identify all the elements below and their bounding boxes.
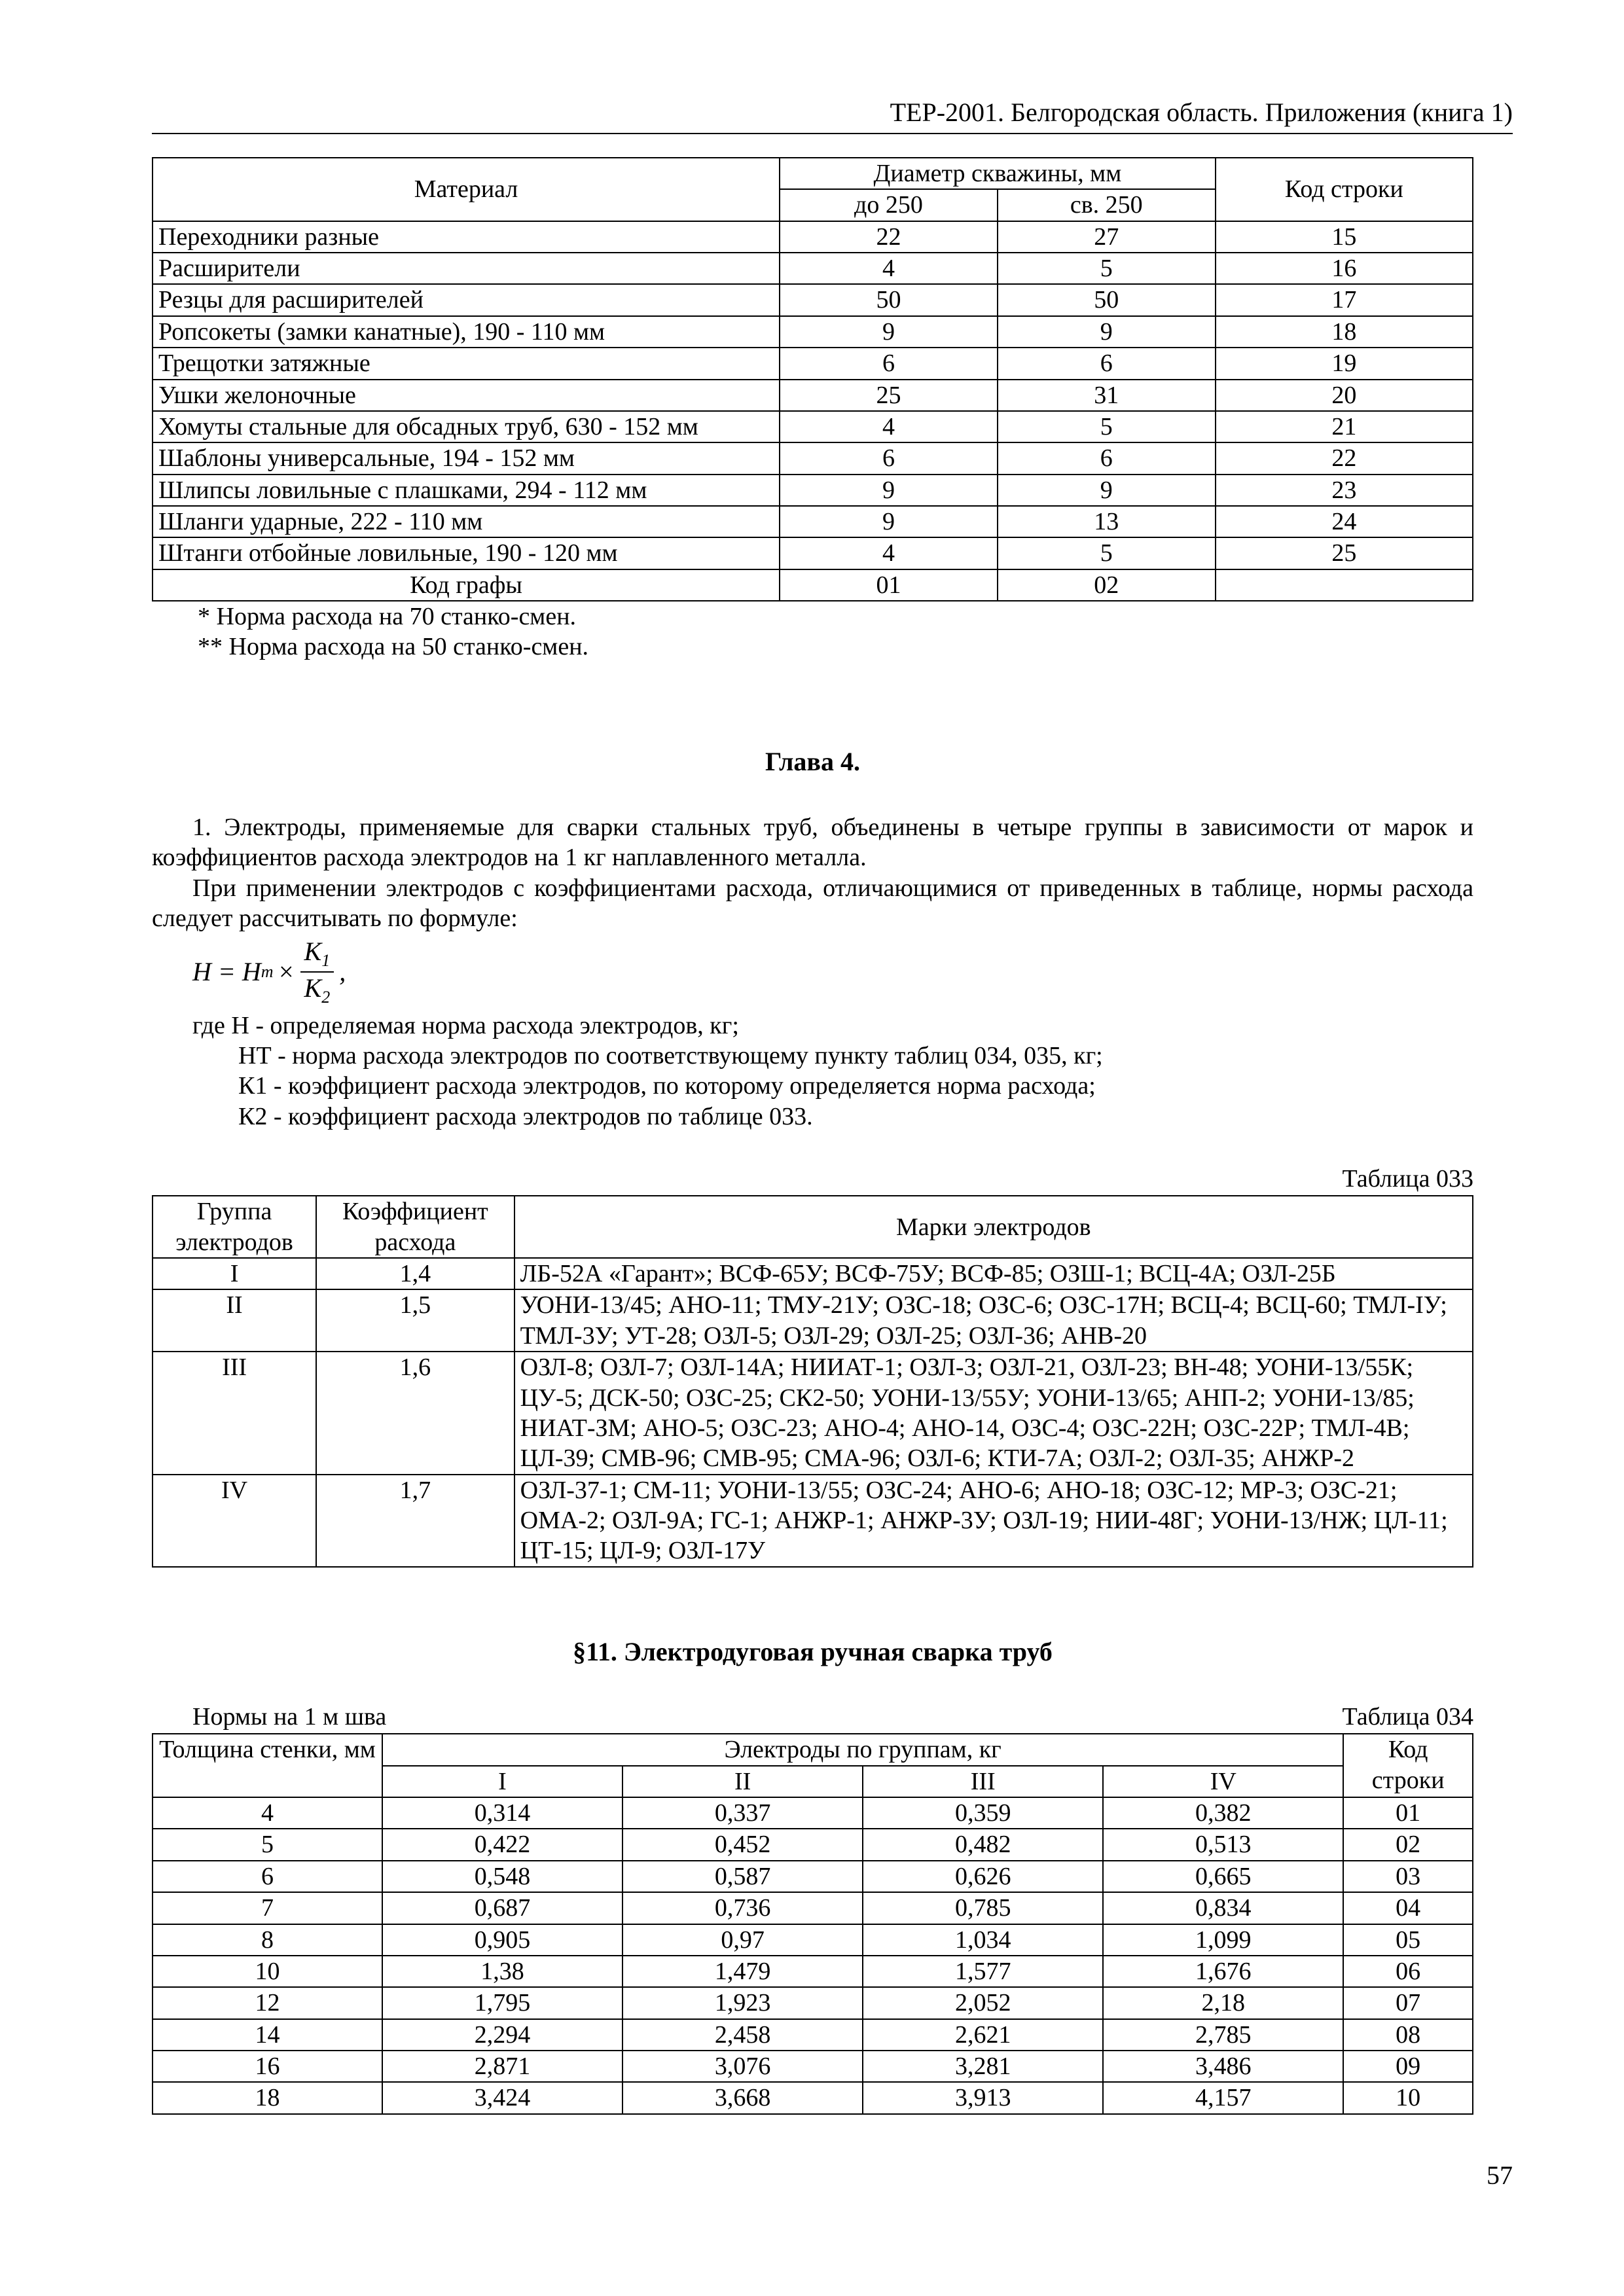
table-cell: 0,382 xyxy=(1103,1797,1343,1829)
footer-label: Код графы xyxy=(153,569,780,601)
table-row xyxy=(153,1956,1473,1987)
table-cell: 06 xyxy=(1343,1956,1473,1987)
footnote-2: ** Норма расхода на 50 станко-смен. xyxy=(198,633,589,661)
numerator-k: K xyxy=(304,937,322,967)
table-cell: 07 xyxy=(1343,1987,1473,2018)
table-cell: 1,795 xyxy=(382,1987,623,2018)
table-034-caption-left: Нормы на 1 м шва xyxy=(192,1703,387,1731)
table-cell: 04 xyxy=(1343,1892,1473,1924)
table-row xyxy=(153,411,1473,442)
table-cell: 19 xyxy=(1216,348,1473,379)
table-cell: Шаблоны универсальные, 194 - 152 мм xyxy=(153,442,780,474)
table-cell: Шланги ударные, 222 - 110 мм xyxy=(153,506,780,537)
chapter-4 xyxy=(152,746,1473,1132)
table-cell: 1,7 xyxy=(316,1475,514,1567)
table-row xyxy=(153,1352,1473,1474)
table-cell: 0,785 xyxy=(863,1892,1103,1924)
table-cell: 50 xyxy=(780,284,998,315)
table-cell: 8 xyxy=(153,1924,382,1956)
table-cell: 0,834 xyxy=(1103,1892,1343,1924)
header-thickness: Толщина стенки, мм xyxy=(153,1734,382,1797)
table-cell: 24 xyxy=(1216,506,1473,537)
table-cell: 25 xyxy=(1216,537,1473,569)
denominator-sub: 2 xyxy=(321,987,331,1007)
table-cell: 2,458 xyxy=(623,2019,863,2051)
table-cell: 50 xyxy=(998,284,1216,315)
table-row xyxy=(153,348,1473,379)
table-row xyxy=(153,1861,1473,1892)
table-cell: 1,5 xyxy=(316,1289,514,1352)
section-11 xyxy=(152,1636,1473,1668)
header-group-iii: III xyxy=(863,1766,1103,1797)
table-cell: 23 xyxy=(1216,475,1473,506)
table-cell: 1,38 xyxy=(382,1956,623,1987)
table-cell: 9 xyxy=(998,475,1216,506)
header-group-iv: IV xyxy=(1103,1766,1343,1797)
table-cell: 4 xyxy=(780,537,998,569)
formula-numerator xyxy=(300,936,334,973)
table-row xyxy=(153,1892,1473,1924)
table-cell: 22 xyxy=(780,221,998,253)
paragraph-2: При применении электродов с коэффициентами расхода, отличающимися от приведенных в таблице, нормы расхода следует рассчитывать по формуле: xyxy=(152,874,1473,932)
header-diameter: Диаметр скважины, мм xyxy=(780,158,1216,189)
table-cell: 17 xyxy=(1216,284,1473,315)
table-034-caption-right: Таблица 034 xyxy=(1342,1703,1473,1731)
formula-comma: , xyxy=(339,956,346,986)
formula xyxy=(152,936,1473,1007)
formula-fraction xyxy=(300,936,334,1007)
definition-k1: К1 - коэффициент расхода электродов, по которому определяется норма расхода; xyxy=(238,1072,1096,1100)
table-034 xyxy=(152,1733,1473,2114)
table-row xyxy=(153,2082,1473,2113)
table-cell: 12 xyxy=(153,1987,382,2018)
table-cell: 2,18 xyxy=(1103,1987,1343,2018)
table-cell: Переходники разные xyxy=(153,221,780,253)
table-cell: 18 xyxy=(153,2082,382,2113)
table-cell: Хомуты стальные для обсадных труб, 630 - 152 мм xyxy=(153,411,780,442)
table-row xyxy=(153,1924,1473,1956)
page-number: 57 xyxy=(1487,2161,1513,2190)
table-cell: 3,668 xyxy=(623,2082,863,2113)
table-cell: 05 xyxy=(1343,1924,1473,1956)
table-cell: 0,736 xyxy=(623,1892,863,1924)
table-cell: I xyxy=(153,1258,316,1289)
table-cell: Штанги отбойные ловильные, 190 - 120 мм xyxy=(153,537,780,569)
table-cell: 3,913 xyxy=(863,2082,1103,2113)
header-coefficient: Коэффициент расхода xyxy=(316,1196,514,1258)
denominator-k: K xyxy=(304,973,322,1003)
table-cell: 0,513 xyxy=(1103,1829,1343,1860)
table-cell: 4,157 xyxy=(1103,2082,1343,2113)
table-cell: 0,337 xyxy=(623,1797,863,1829)
table-row xyxy=(153,442,1473,474)
table-row xyxy=(153,1289,1473,1352)
table-cell: 3,281 xyxy=(863,2051,1103,2082)
table-cell: 4 xyxy=(153,1797,382,1829)
header-up-to-250: до 250 xyxy=(780,189,998,221)
table-cell: 3,486 xyxy=(1103,2051,1343,2082)
table-cell: 0,548 xyxy=(382,1861,623,1892)
footer-col1: 01 xyxy=(780,569,998,601)
table-cell: 0,314 xyxy=(382,1797,623,1829)
table-cell: 0,422 xyxy=(382,1829,623,1860)
table-cell: 9 xyxy=(780,316,998,348)
footnote-1: * Норма расхода на 70 станко-смен. xyxy=(198,603,577,631)
table-cell: 5 xyxy=(153,1829,382,1860)
table-cell: 03 xyxy=(1343,1861,1473,1892)
table-cell: 16 xyxy=(1216,253,1473,284)
table-cell: 5 xyxy=(998,411,1216,442)
header-over-250: св. 250 xyxy=(998,189,1216,221)
table-cell: III xyxy=(153,1352,316,1474)
table-cell: 9 xyxy=(780,506,998,537)
footer-empty xyxy=(1216,569,1473,601)
paragraph-1: 1. Электроды, применяемые для сварки стальных труб, объединены в четыре группы в зависимости от марок и коэффициентов расхода электродов на 1 кг наплавленного металла. xyxy=(152,813,1473,872)
table-row xyxy=(153,284,1473,315)
table-cell: 01 xyxy=(1343,1797,1473,1829)
header-group: Группа электродов xyxy=(153,1196,316,1258)
table-033-block xyxy=(152,1164,1473,1568)
table-cell: 10 xyxy=(153,1956,382,1987)
header-row-code: Код строки xyxy=(1343,1734,1473,1797)
table-cell: 2,052 xyxy=(863,1987,1103,2018)
table-cell: Расширители xyxy=(153,253,780,284)
table-cell: 1,6 xyxy=(316,1352,514,1474)
table-cell: 0,687 xyxy=(382,1892,623,1924)
table-cell: IV xyxy=(153,1475,316,1567)
table-cell: 16 xyxy=(153,2051,382,2082)
chapter-title: Глава 4. xyxy=(765,747,860,776)
table-row xyxy=(153,1258,1473,1289)
table-cell: 1,577 xyxy=(863,1956,1103,1987)
table-cell: 21 xyxy=(1216,411,1473,442)
table-033 xyxy=(152,1195,1473,1567)
table-cell: ОЗЛ-8; ОЗЛ-7; ОЗЛ-14А; НИИАТ-1; ОЗЛ-3; ОЗЛ-21, ОЗЛ-23; ВН-48; УОНИ-13/55К; ЦУ-5; ДСК-50; ОЗС-25; СК2-50; УОНИ-13/55У; УОНИ-13/65; АНП-2; УОНИ-13/85; НИАТ-ЗМ; АНО-5; ОЗС-23; АНО-4; АНО-14, ОЗС-4; ОЗС-22Н; ОЗС-22Р; ТМЛ-4В; ЦЛ-39; СМВ-96; СМВ-95; СМА-96; ОЗЛ-6; КТИ-7А; ОЗЛ-2; ОЗЛ-35; АНЖР-2 xyxy=(514,1352,1473,1474)
header-group-ii: II xyxy=(623,1766,863,1797)
table-cell: 0,359 xyxy=(863,1797,1103,1829)
table-row xyxy=(153,2019,1473,2051)
table-cell: 2,294 xyxy=(382,2019,623,2051)
table-row xyxy=(153,475,1473,506)
table-cell: 5 xyxy=(998,537,1216,569)
table-row xyxy=(153,1797,1473,1829)
table-cell: 14 xyxy=(153,2019,382,2051)
section-title: §11. Электродуговая ручная сварка труб xyxy=(573,1637,1053,1666)
table-cell: 0,905 xyxy=(382,1924,623,1956)
table-cell: 25 xyxy=(780,380,998,411)
header-row-code: Код строки xyxy=(1216,158,1473,221)
table-cell: 15 xyxy=(1216,221,1473,253)
table-cell: 2,621 xyxy=(863,2019,1103,2051)
table-cell: 0,626 xyxy=(863,1861,1103,1892)
table-cell: 0,482 xyxy=(863,1829,1103,1860)
table-cell: 0,97 xyxy=(623,1924,863,1956)
header-group-i: I xyxy=(382,1766,623,1797)
table-cell: 6 xyxy=(998,348,1216,379)
where-line: где Н - определяемая норма расхода электродов, кг; xyxy=(192,1011,739,1039)
table-cell: 27 xyxy=(998,221,1216,253)
table-cell: 0,452 xyxy=(623,1829,863,1860)
table-cell: 1,099 xyxy=(1103,1924,1343,1956)
table-033-caption: Таблица 033 xyxy=(1342,1165,1473,1193)
table-cell: Трещотки затяжные xyxy=(153,348,780,379)
table-cell: 13 xyxy=(998,506,1216,537)
definition-nt: НТ - норма расхода электродов по соответствующему пункту таблиц 034, 035, кг; xyxy=(238,1042,1103,1070)
table-cell: УОНИ-13/45; АНО-11; ТМУ-21У; ОЗС-18; ОЗС-6; ОЗС-17Н; ВСЦ-4; ВСЦ-60; ТМЛ-IУ; ТМЛ-3У; УТ-28; ОЗЛ-5; ОЗЛ-29; ОЗЛ-25; ОЗЛ-36; АНВ-20 xyxy=(514,1289,1473,1352)
table-cell: 6 xyxy=(780,348,998,379)
table-row xyxy=(153,221,1473,253)
table-cell: 1,034 xyxy=(863,1924,1103,1956)
materials-table xyxy=(152,157,1473,601)
table-034-caption xyxy=(152,1702,1473,1732)
table-cell: 9 xyxy=(998,316,1216,348)
table-cell: 6 xyxy=(780,442,998,474)
page-header: ТЕР-2001. Белгородская область. Приложения (книга 1) xyxy=(152,97,1513,134)
table-cell: 18 xyxy=(1216,316,1473,348)
table-cell: Ушки желоночные xyxy=(153,380,780,411)
table-cell: 0,665 xyxy=(1103,1861,1343,1892)
table-row xyxy=(153,569,1473,601)
table-cell: 1,4 xyxy=(316,1258,514,1289)
table-cell: 0,587 xyxy=(623,1861,863,1892)
table-row xyxy=(153,1829,1473,1860)
table-cell: 3,424 xyxy=(382,2082,623,2113)
header-electrodes: Электроды по группам, кг xyxy=(382,1734,1343,1765)
table-cell: 4 xyxy=(780,411,998,442)
definition-k2: К2 - коэффициент расхода электродов по таблице 033. xyxy=(238,1102,813,1130)
table-cell: ОЗЛ-37-1; СМ-11; УОНИ-13/55; ОЗС-24; АНО-6; АНО-18; ОЗС-12; МР-3; ОЗС-21; ОМА-2; ОЗЛ-9А; ГС-1; АНЖР-1; АНЖР-3У; ОЗЛ-19; НИИ-48Г; УОНИ-13/НЖ; ЦЛ-11; ЦТ-15; ЦЛ-9; ОЗЛ-17У xyxy=(514,1475,1473,1567)
table-row xyxy=(153,316,1473,348)
table-cell: 3,076 xyxy=(623,2051,863,2082)
numerator-sub: 1 xyxy=(321,951,331,971)
table-row xyxy=(153,253,1473,284)
table-row xyxy=(153,1475,1473,1567)
formula-sub-t: т xyxy=(261,962,274,982)
materials-table-block xyxy=(152,157,1473,662)
table-034-block xyxy=(152,1702,1473,2115)
footer-col2: 02 xyxy=(998,569,1216,601)
table-cell: Ропсокеты (замки канатные), 190 - 110 мм xyxy=(153,316,780,348)
table-cell: 10 xyxy=(1343,2082,1473,2113)
formula-denominator xyxy=(304,973,331,1008)
table-cell: 7 xyxy=(153,1892,382,1924)
table-cell: 6 xyxy=(998,442,1216,474)
table-row xyxy=(153,506,1473,537)
table-cell: II xyxy=(153,1289,316,1352)
table-row xyxy=(153,380,1473,411)
table-row xyxy=(153,2051,1473,2082)
formula-lhs: H = H xyxy=(192,956,261,986)
table-cell: 1,923 xyxy=(623,1987,863,2018)
table-cell: 08 xyxy=(1343,2019,1473,2051)
table-cell: Резцы для расширителей xyxy=(153,284,780,315)
table-row xyxy=(153,1987,1473,2018)
table-cell: Шлипсы ловильные с плашками, 294 - 112 мм xyxy=(153,475,780,506)
table-cell: 22 xyxy=(1216,442,1473,474)
table-cell: 4 xyxy=(780,253,998,284)
table-cell: 20 xyxy=(1216,380,1473,411)
table-cell: 6 xyxy=(153,1861,382,1892)
table-cell: 31 xyxy=(998,380,1216,411)
table-cell: 2,785 xyxy=(1103,2019,1343,2051)
table-cell: 5 xyxy=(998,253,1216,284)
table-cell: 1,676 xyxy=(1103,1956,1343,1987)
table-cell: 09 xyxy=(1343,2051,1473,2082)
table-row xyxy=(153,537,1473,569)
header-material: Материал xyxy=(153,158,780,221)
table-cell: 1,479 xyxy=(623,1956,863,1987)
table-cell: 02 xyxy=(1343,1829,1473,1860)
header-brands: Марки электродов xyxy=(514,1196,1473,1258)
table-cell: 2,871 xyxy=(382,2051,623,2082)
formula-times: × xyxy=(277,956,295,986)
table-cell: ЛБ-52А «Гарант»; ВСФ-65У; ВСФ-75У; ВСФ-85; ОЗШ-1; ВСЦ-4А; ОЗЛ-25Б xyxy=(514,1258,1473,1289)
table-cell: 9 xyxy=(780,475,998,506)
